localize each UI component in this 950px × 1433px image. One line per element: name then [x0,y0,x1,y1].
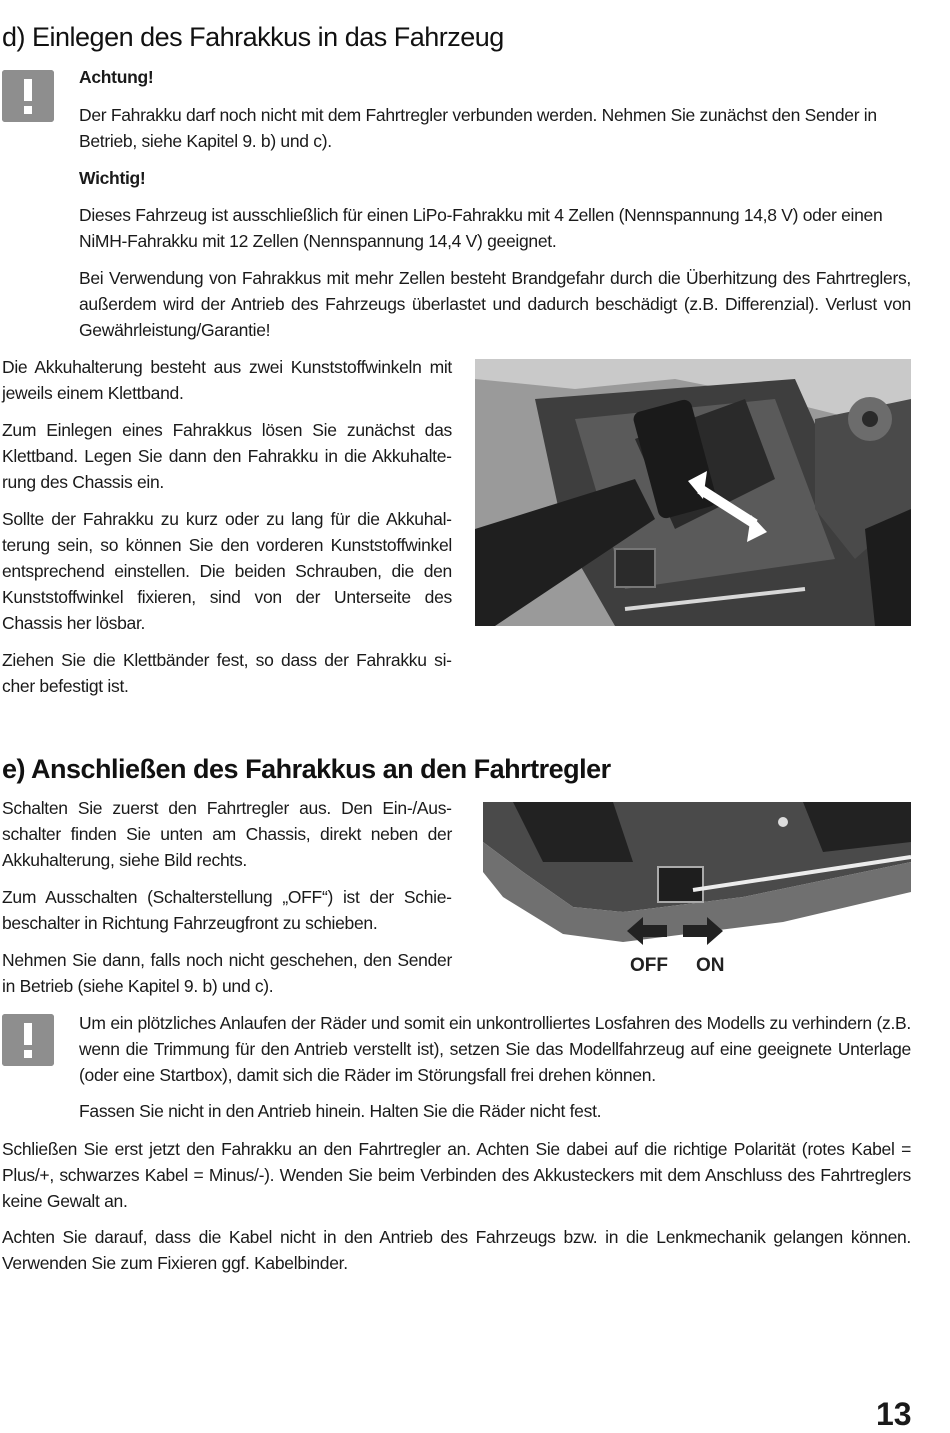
warning-text-3: Bei Verwendung von Fahrakkus mit mehr Zellen besteht Brandgefahr durch die Überhitzung des Fahrtreglers, außerdem wird der Antrieb des Fahrzeugs überlastet und dadurch beschädigt (z.B. Differenzial). Verlust von Gewährleistung/Garantie! [79,268,911,340]
warning-text-1: Um ein plötzliches Anlaufen der Räder und somit ein unkontrolliertes Losfahren des Modells zu verhindern (z.B. wenn die Trimmung für den Antrieb verstellt ist), setzen Sie das Modellfahrzeug auf eine geeignete Unterlage (oder eine Startbox), damit sich die Räder im Störungsfall frei drehen können. [79,1013,911,1085]
section-e-closing [2,1136,911,1276]
paragraph: Die Akkuhalterung besteht aus zwei Kunststoffwinkeln mit jeweils einem Klettband. [2,357,452,403]
paragraph: Schließen Sie erst jetzt den Fahrakku an den Fahrtregler an. Achten Sie dabei auf die richtige Polarität (rotes Kabel = Plus/+, schwarzes Kabel = Minus/-). Wenden Sie beim Verbinden des Akkusteckers mit dem Anschluss des Fahrtreglers keine Gewalt an. [2,1139,911,1211]
exclamation-icon [2,1014,54,1066]
paragraph: Achten Sie darauf, dass die Kabel nicht in den Antrieb des Fahrzeugs bzw. in die Lenkmechanik gelangen können. Verwenden Sie zum Fixieren ggf. Kabelbinder. [2,1227,911,1273]
section-e-body [2,795,452,999]
section-e-title: e) Anschließen des Fahrakkus an den Fahrtregler [2,754,611,784]
section-d-body [2,354,452,699]
warning-icon [2,1014,54,1066]
switch-off-label: OFF [630,955,668,976]
off-on-arrows-icon [625,915,725,947]
page-number: 13 [876,1396,912,1432]
warning-box-d [79,64,911,343]
battery-holder-photo [475,359,911,626]
warning-text-2: Fassen Sie nicht in den Antrieb hinein. Halten Sie die Räder nicht fest. [79,1101,602,1121]
paragraph: Sollte der Fahrakku zu kurz oder zu lang für die Akkuhalterung sein, so können Sie den vorderen Kunststoffwinkel entsprechend einstellen. Die beiden Schrauben, die den Kunststoffwinkel fixieren, sind von der Unterseite des Chassis her lösbar. [2,509,452,633]
paragraph: Zum Ausschalten (Schalterstellung „OFF“) ist der Schiebeschalter in Richtung Fahrzeugfront zu schieben. [2,887,452,933]
warning-icon [2,70,54,122]
paragraph: Schalten Sie zuerst den Fahrtregler aus. Den Ein-/Ausschalter finden Sie unten am Chassis, direkt neben der Akkuhalterung, siehe Bild rechts. [2,798,452,870]
warning-text-1: Der Fahrakku darf noch nicht mit dem Fahrtregler verbunden werden. Nehmen Sie zunächst den Sender in Betrieb, siehe Kapitel 9. b) und c). [79,105,877,151]
switch-on-label: ON [696,955,725,976]
warning-heading-achtung: Achtung! [79,67,154,87]
warning-box-e [79,1010,911,1124]
paragraph: Nehmen Sie dann, falls noch nicht geschehen, den Sender in Betrieb (siehe Kapitel 9. b) und c). [2,950,452,996]
paragraph: Ziehen Sie die Klettbänder fest, so dass der Fahrakku sicher befestigt ist. [2,650,452,696]
warning-text-2: Dieses Fahrzeug ist ausschließlich für einen LiPo-Fahrakku mit 4 Zellen (Nennspannung 14,8 V) oder einen NiMH-Fahrakku mit 12 Zellen (Nennspannung 14,4 V) geeignet. [79,205,883,251]
exclamation-icon [2,70,54,122]
warning-heading-wichtig: Wichtig! [79,168,146,188]
section-d-title: d) Einlegen des Fahrakkus in das Fahrzeug [2,22,504,52]
paragraph: Zum Einlegen eines Fahrakkus lösen Sie zunächst das Klettband. Legen Sie dann den Fahrakku in die Akkuhalterung des Chassis ein. [2,420,452,492]
